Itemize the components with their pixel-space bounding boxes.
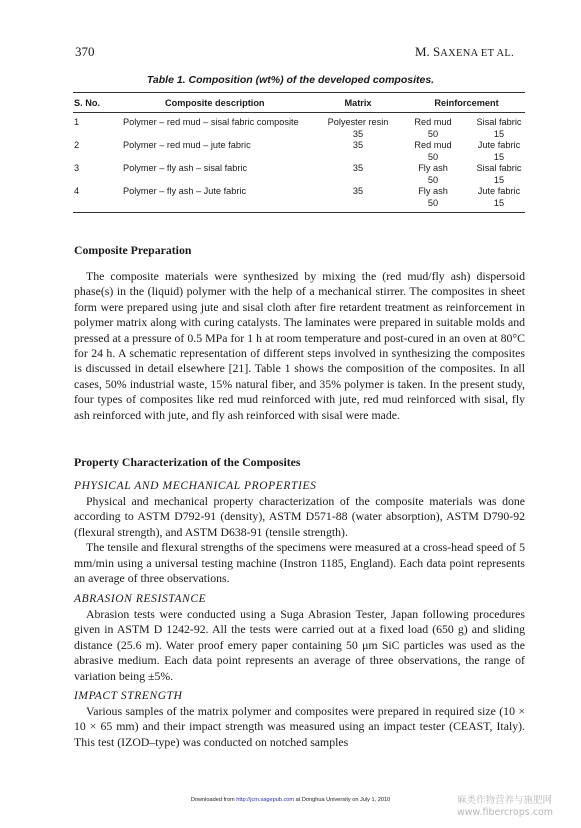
paragraph-physical-mechanical xyxy=(74,494,525,586)
table-cell-r1-name: Fly ash xyxy=(418,186,448,196)
footer-prefix: Downloaded from xyxy=(190,797,235,803)
table-cell-no: 2 xyxy=(74,140,80,150)
table-cell-r2-value: 15 xyxy=(493,128,505,139)
running-head-rest: AXENA ET AL. xyxy=(440,48,514,59)
table-cell-r1-value: 50 xyxy=(427,151,439,162)
table-cell-r1-value: 50 xyxy=(427,174,439,185)
table-cell-r2-name: Sisal fabric xyxy=(476,163,522,173)
subsection-heading-physical-mechanical: PHYSICAL AND MECHANICAL PROPERTIES xyxy=(74,480,317,492)
table-cell-r1-name: Red mud xyxy=(414,140,452,150)
paragraph-text: The tensile and flexural strengths of the specimens were measured at a cross-head speed of 5 mm/min using a universal testing machine (Instron 1185, England). Each data point represents an average of three observations. xyxy=(74,540,525,586)
footer-url-link[interactable]: http://jcm.sagepub.com xyxy=(236,797,295,803)
table-cell-matrix: 35 xyxy=(352,140,364,150)
paragraph-impact xyxy=(74,704,525,750)
paragraph-abrasion xyxy=(74,607,525,684)
table-cell-reinforcement-1 xyxy=(403,186,463,209)
table-header-reinforcement: Reinforcement xyxy=(434,98,499,108)
paragraph-text: The composite materials were synthesized by mixing the (red mud/fly ash) dispersoid phase(s) in the (liquid) polymer with the help of a mechanical stirrer. The composites in sheet form were prepared using jute and sisal cloth after fire retardent treatment as reinforcement in polymer matrix along with curing catalysts. The laminates were prepared in suitable molds and pressed at a pressure of 0.5 MPa for 1 h at room temperature and post-cured in an oven at 80°C for 24 h. A schematic representation of different steps involved in synthesizing the composites is discussed in detail elsewhere [21]. Table 1 shows the composition of the composites. In all cases, 50% industrial waste, 15% natural fiber, and 35% polymer is taken. In the present study, four types of composites like red mud reinforced with jute, red mud reinforced with sisal, fly ash reinforced with jute, and fly ash reinforced with sisal were made. xyxy=(74,269,525,422)
page-number: 370 xyxy=(75,44,95,59)
table-caption: Table 1. Composition (wt%) of the developed composites. xyxy=(146,74,435,86)
table-cell-matrix-line1: Polyester resin xyxy=(327,117,389,127)
table-cell-reinforcement-1 xyxy=(403,140,463,163)
running-head xyxy=(415,44,514,60)
table-cell-description: Polymer – red mud – jute fabric xyxy=(123,140,251,150)
table-cell-r2-value: 15 xyxy=(493,197,505,208)
table-cell-matrix: 35 xyxy=(352,163,364,173)
subsection-heading-abrasion: ABRASION RESISTANCE xyxy=(74,593,207,605)
table-header-no: S. No. xyxy=(74,98,101,108)
table-cell-reinforcement-1 xyxy=(403,117,463,140)
subsection-heading-impact: IMPACT STRENGTH xyxy=(74,690,183,702)
table-bottom-rule xyxy=(73,212,525,213)
table-cell-description: Polymer – fly ash – sisal fabric xyxy=(123,163,248,173)
table-header-rule xyxy=(73,112,525,113)
table-cell-r2-name: Jute fabric xyxy=(477,140,521,150)
table-cell-r1-value: 50 xyxy=(427,128,439,139)
table-cell-no: 1 xyxy=(74,117,80,127)
paragraph-text: Various samples of the matrix polymer and composites were prepared in required size (10 × 10 × 65 mm) and their impact strength was measured using an impact tester (CEAST, Italy). This test (IZOD–type) was conducted on notched samples xyxy=(74,704,525,749)
table-cell-no: 3 xyxy=(74,163,80,173)
table-cell-r2-value: 15 xyxy=(493,174,505,185)
paragraph-text: Physical and mechanical property characterization of the composite materials was done according to ASTM D792-91 (density), ASTM D571-88 (water absorption), ASTM D790-92 (flexural strength), and ASTM D638-91 (tensile strength). xyxy=(74,494,525,539)
table-cell-r1-value: 50 xyxy=(427,197,439,208)
table-header-matrix: Matrix xyxy=(344,98,372,108)
table-cell-r2-value: 15 xyxy=(493,151,505,162)
table-cell-reinforcement-2 xyxy=(468,186,530,209)
table-cell-r1-name: Fly ash xyxy=(418,163,448,173)
watermark xyxy=(457,795,553,819)
table-header-description: Composite description xyxy=(165,98,265,108)
table-cell-matrix xyxy=(318,117,398,140)
watermark-line-1: 麻类作物营养与施肥网 xyxy=(457,795,553,806)
table-cell-reinforcement-1 xyxy=(403,163,463,186)
table-cell-matrix-line2: 35 xyxy=(352,128,364,139)
table-cell-reinforcement-2 xyxy=(468,117,530,140)
table-cell-r1-name: Red mud xyxy=(414,117,452,127)
table-cell-matrix: 35 xyxy=(352,186,364,196)
table-cell-r2-name: Jute fabric xyxy=(477,186,521,196)
running-head-initial: M. S xyxy=(415,44,441,59)
table-cell-reinforcement-2 xyxy=(468,163,530,186)
table-cell-r2-name: Sisal fabric xyxy=(476,117,522,127)
table-top-rule xyxy=(73,92,525,93)
table-cell-no: 4 xyxy=(74,186,80,196)
table-cell-description: Polymer – red mud – sisal fabric composite xyxy=(123,117,299,127)
footer-suffix: at Donghua University on July 1, 2010 xyxy=(295,797,391,803)
watermark-line-2: www.fibercrops.com xyxy=(457,807,554,818)
paragraph-text: Abrasion tests were conducted using a Suga Abrasion Tester, Japan following procedures given in ASTM D 1242-92. All the tests were carried out at a fixed load (650 g) and sliding distance (25.6 m). Water proof emery paper containing 50 μm SiC particles was used as the abrasive medium. Each data point represents an average of three observations, the range of variation being ±5%. xyxy=(74,607,525,683)
table-cell-reinforcement-2 xyxy=(468,140,530,163)
table-cell-description: Polymer – fly ash – Jute fabric xyxy=(123,186,247,196)
section-heading-composite-preparation: Composite Preparation xyxy=(74,243,192,257)
paragraph-composite-preparation xyxy=(74,269,525,423)
section-heading-property-characterization: Property Characterization of the Composites xyxy=(74,455,301,469)
